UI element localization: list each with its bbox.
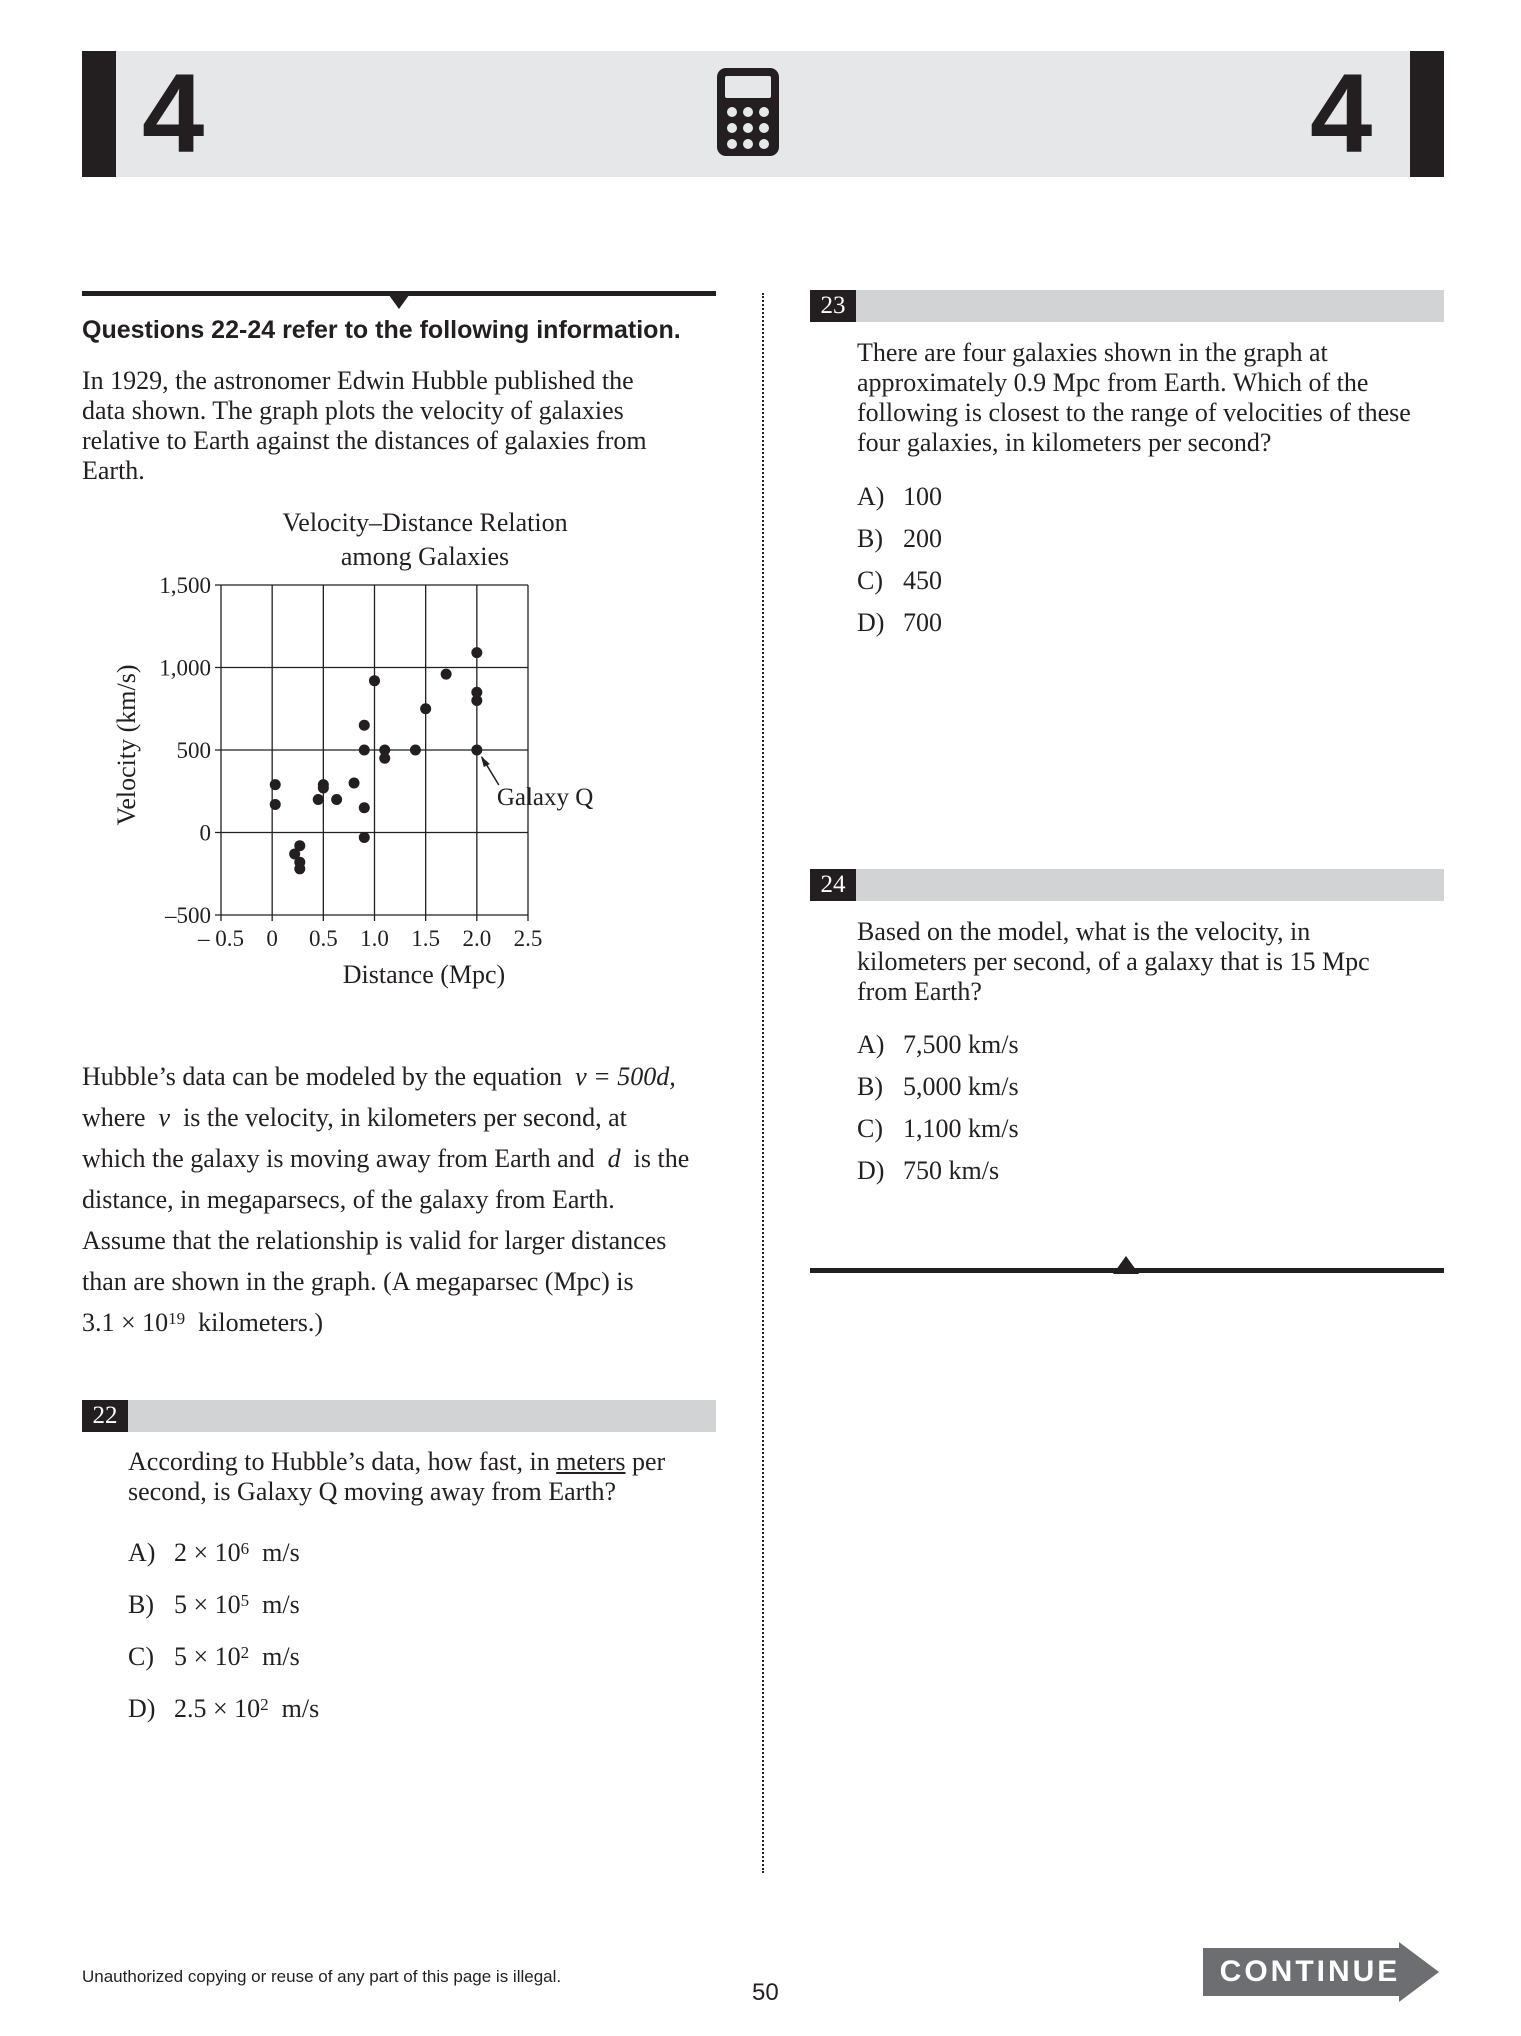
data-point (359, 720, 370, 731)
model-line: Assume that the relationship is valid for larger distances (82, 1226, 667, 1255)
chart-title-line-1: Velocity–Distance Relation (282, 508, 568, 537)
question-23-bar (810, 290, 1444, 322)
x-tick-label: 1.5 (411, 926, 441, 951)
choice-text: 7,500 km/s (903, 1030, 1019, 1059)
choice-text: 700 (903, 608, 942, 637)
question-23-number: 23 (810, 290, 856, 322)
choice-base: 2.5 × 10 (174, 1694, 261, 1723)
y-tick-label: 500 (176, 738, 211, 763)
question-23-stem (857, 338, 1411, 458)
choice-text: 750 km/s (903, 1156, 1000, 1185)
choice-base: 5 × 10 (174, 1642, 241, 1671)
model-line: distance, in megaparsecs, of the galaxy from Earth. (82, 1185, 615, 1214)
x-tick-label: – 0.5 (198, 926, 244, 951)
choice-base: 2 × 10 (174, 1538, 241, 1567)
choice-letter: C) (857, 566, 883, 595)
exponent: 5 (240, 1591, 250, 1610)
data-point (318, 782, 329, 793)
choice-text: 1,100 km/s (903, 1114, 1019, 1143)
choice-unit: m/s (262, 1642, 300, 1671)
exponent: 2 (240, 1643, 250, 1662)
choice-22-a[interactable] (128, 1538, 300, 1568)
intro-line: data shown. The graph plots the velocity of galaxies (82, 396, 624, 425)
choice-letter: A) (857, 482, 885, 511)
intro-line: Earth. (82, 456, 145, 485)
data-point (441, 669, 452, 680)
choice-letter: B) (857, 524, 883, 553)
question-24-stem (857, 917, 1370, 1007)
data-point (294, 840, 305, 851)
choice-23-d[interactable] (857, 608, 942, 638)
data-point (471, 695, 482, 706)
model-line (82, 1056, 689, 1097)
choice-text: 100 (903, 482, 942, 511)
chart-annotation (481, 756, 594, 811)
choice-letter: B) (128, 1590, 154, 1619)
choice-letter: D) (857, 1156, 885, 1185)
choice-letter: D) (128, 1694, 156, 1723)
model-text: which the galaxy is moving away from Earth and (82, 1144, 595, 1173)
choice-24-b[interactable] (857, 1072, 1019, 1102)
y-tick-label: 1,000 (159, 655, 211, 681)
model-text: 3.1 × 10 (82, 1308, 169, 1337)
data-point (331, 794, 342, 805)
column-divider (762, 293, 764, 1873)
model-text: kilometers.) (198, 1308, 324, 1337)
section-number-right: 4 (1310, 51, 1373, 176)
question-22-stem (128, 1447, 665, 1507)
intro-paragraph (82, 366, 647, 486)
header-bar-right (1410, 51, 1444, 177)
x-tick-label: 2.5 (513, 926, 543, 951)
choice-base: 5 × 10 (174, 1590, 241, 1619)
question-22-number: 22 (82, 1400, 128, 1432)
annotation-arrowhead (481, 756, 490, 767)
choice-letter: B) (857, 1072, 883, 1101)
choice-23-c[interactable] (857, 566, 942, 596)
intro-line: relative to Earth against the distances of galaxies from (82, 426, 647, 455)
stem-line: from Earth? (857, 977, 982, 1006)
y-tick-label: 0 (199, 820, 211, 846)
model-line (82, 1302, 689, 1343)
choice-unit: m/s (262, 1538, 300, 1567)
continue-button[interactable] (1203, 1942, 1439, 2002)
data-point (270, 779, 281, 790)
data-point (359, 832, 370, 843)
model-variable-v: v (158, 1103, 171, 1132)
x-tick-label: 1.0 (360, 926, 389, 951)
choice-text: 200 (903, 524, 942, 553)
x-axis-label: Distance (Mpc) (342, 960, 506, 989)
model-text: where (82, 1103, 146, 1132)
y-tick-label: 1,500 (159, 573, 211, 598)
choice-24-c[interactable] (857, 1114, 1019, 1144)
model-line (82, 1097, 689, 1138)
exponent: 19 (168, 1309, 186, 1328)
stem-text: According to Hubble’s data, how fast, in (128, 1447, 550, 1476)
choice-letter: C) (128, 1642, 154, 1671)
intro-line: In 1929, the astronomer Edwin Hubble published the (82, 366, 634, 395)
down-arrow-icon (386, 291, 412, 309)
data-point (471, 745, 482, 756)
velocity-distance-chart (100, 500, 720, 1000)
model-variable-d: d (607, 1144, 621, 1173)
model-paragraph (82, 1056, 689, 1343)
exponent: 2 (260, 1695, 269, 1714)
choice-letter: A) (128, 1538, 156, 1567)
model-line: than are shown in the graph. (A megaparsec (Mpc) is (82, 1267, 634, 1296)
data-point (349, 778, 360, 789)
stem-line: There are four galaxies shown in the graph at (857, 338, 1328, 367)
calculator-icon (717, 68, 779, 156)
choice-text: 450 (903, 566, 942, 595)
stem-line: second, is Galaxy Q moving away from Earth? (128, 1477, 617, 1506)
choice-letter: C) (857, 1114, 883, 1143)
stem-line: following is closest to the range of velocities of these (857, 398, 1411, 427)
copyright-notice: Unauthorized copying or reuse of any part of this page is illegal. (82, 1967, 562, 1986)
intro-title: Questions 22-24 refer to the following information. (82, 316, 681, 344)
stem-underlined: meters (556, 1447, 626, 1476)
galaxy-q-label: Galaxy Q (496, 784, 594, 811)
x-tick-label: 0 (266, 926, 278, 951)
model-text: is the velocity, in kilometers per second, at (183, 1103, 627, 1132)
x-tick-label: 0.5 (308, 926, 338, 951)
choice-22-d[interactable] (128, 1694, 319, 1724)
stem-line: Based on the model, what is the velocity, in (857, 917, 1311, 946)
data-point (294, 863, 305, 874)
stem-line (128, 1447, 665, 1477)
choice-22-b[interactable] (128, 1590, 300, 1620)
exponent: 6 (240, 1539, 250, 1558)
data-point (410, 745, 421, 756)
x-tick-label: 2.0 (462, 926, 492, 951)
question-22-bar (82, 1400, 716, 1432)
section-number-left: 4 (142, 51, 205, 176)
choice-unit: m/s (281, 1694, 320, 1723)
data-point (359, 802, 370, 813)
data-point (379, 753, 390, 764)
page-number: 50 (752, 1979, 779, 2006)
data-point (369, 675, 380, 686)
choice-23-b[interactable] (857, 524, 942, 554)
data-point (270, 799, 281, 810)
stem-line: kilometers per second, of a galaxy that is 15 Mpc (857, 947, 1370, 976)
choice-24-d[interactable] (857, 1156, 999, 1186)
model-text: is the (633, 1144, 690, 1173)
model-text: Hubble’s data can be modeled by the equation (82, 1062, 563, 1091)
continue-label: CONTINUE (1219, 1955, 1401, 1988)
question-24-number: 24 (810, 869, 856, 901)
data-point (471, 647, 482, 658)
model-equation: v = 500d, (575, 1062, 676, 1091)
stem-line: approximately 0.9 Mpc from Earth. Which of the (857, 368, 1369, 397)
data-point (313, 794, 324, 805)
stem-line: four galaxies, in kilometers per second? (857, 428, 1272, 457)
choice-letter: A) (857, 1030, 885, 1059)
model-line (82, 1138, 689, 1179)
choice-22-c[interactable] (128, 1642, 300, 1672)
choice-23-a[interactable] (857, 482, 942, 512)
data-point (359, 745, 370, 756)
chart-points (270, 647, 483, 874)
y-tick-label: –500 (165, 903, 211, 928)
stem-text: per (632, 1447, 666, 1476)
up-arrow-icon (1113, 1256, 1139, 1274)
data-point (420, 703, 431, 714)
header-bar-left (82, 51, 116, 177)
chart-title-line-2: among Galaxies (340, 542, 510, 571)
y-axis-label: Velocity (km/s) (112, 664, 141, 826)
choice-24-a[interactable] (857, 1030, 1019, 1060)
question-24-bar (810, 869, 1444, 901)
choice-letter: D) (857, 608, 885, 637)
choice-unit: m/s (262, 1590, 300, 1619)
choice-text: 5,000 km/s (903, 1072, 1019, 1101)
